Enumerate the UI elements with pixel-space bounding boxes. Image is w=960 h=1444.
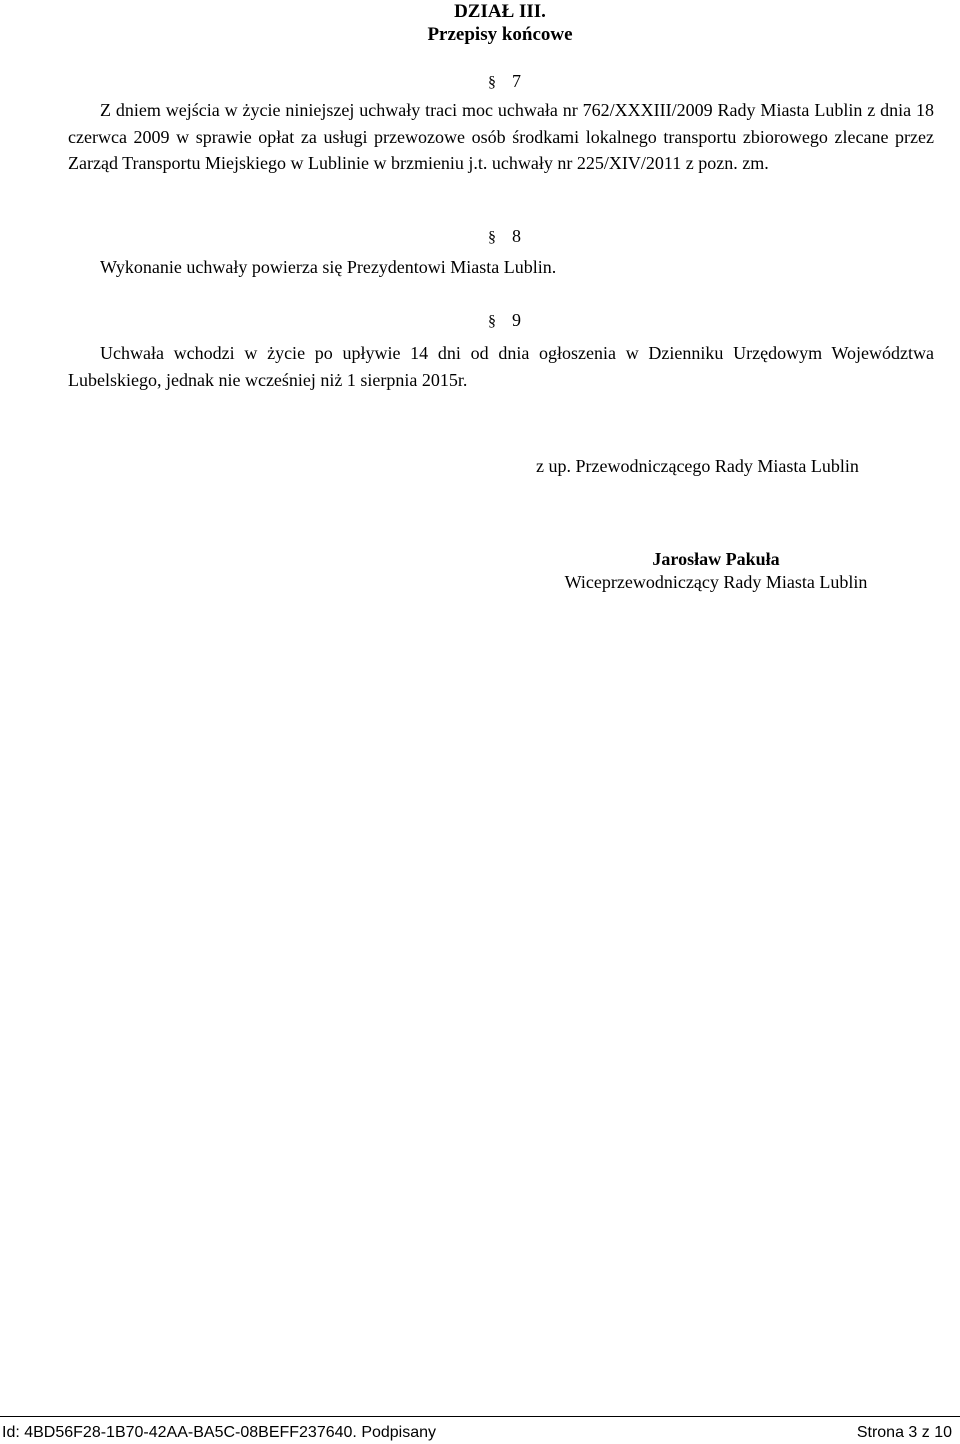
chapter-heading bbox=[400, 0, 600, 46]
section-sign: § bbox=[488, 313, 496, 330]
section-7-text: Z dniem wejścia w życie niniejszej uchwały traci moc uchwała nr 762/XXXIII/2009 Rady Miasta Lublin z dnia 18 czerwca 2009 w sprawie opłat za usługi przewozowe osób środkami lokalnego transportu zbiorowego zlecane przez Zarząd Transportu Miejskiego w Lublinie w brzmieniu j.t. uchwały nr 225/XIV/2011 z pozn. zm. bbox=[68, 100, 934, 173]
section-9-heading bbox=[488, 309, 521, 333]
footer-rule bbox=[0, 1416, 960, 1417]
section-number: 8 bbox=[512, 226, 521, 246]
section-8-heading bbox=[488, 225, 521, 249]
signer-position: Wiceprzewodniczący Rady Miasta Lublin bbox=[564, 572, 868, 592]
section-sign: § bbox=[488, 74, 496, 91]
section-sign: § bbox=[488, 229, 496, 246]
signer-name: Jarosław Pakuła bbox=[652, 549, 780, 569]
section-number: 9 bbox=[512, 310, 521, 330]
section-7-paragraph bbox=[68, 97, 934, 177]
section-7-heading bbox=[488, 70, 521, 94]
document-id: Id: 4BD56F28-1B70-42AA-BA5C-08BEFF237640. Podpisany bbox=[2, 1424, 437, 1441]
section-8-paragraph bbox=[68, 254, 934, 281]
section-9-paragraph bbox=[68, 340, 934, 393]
chapter-title: DZIAŁ III. bbox=[454, 1, 546, 22]
chapter-subtitle: Przepisy końcowe bbox=[427, 24, 573, 45]
page-number: Strona 3 z 10 bbox=[856, 1424, 952, 1441]
section-number: 7 bbox=[512, 71, 521, 91]
section-9-text: Uchwała wchodzi w życie po upływie 14 dni od dnia ogłoszenia w Dzienniku Urzędowym Województwa Lubelskiego, jednak nie wcześniej niż 1 sierpnia 2015r. bbox=[68, 343, 934, 390]
section-8-text: Wykonanie uchwały powierza się Prezydentowi Miasta Lublin. bbox=[100, 257, 557, 277]
page-footer bbox=[0, 1416, 960, 1444]
signature-on-behalf: z up. Przewodniczącego Rady Miasta Lublin bbox=[536, 456, 859, 476]
